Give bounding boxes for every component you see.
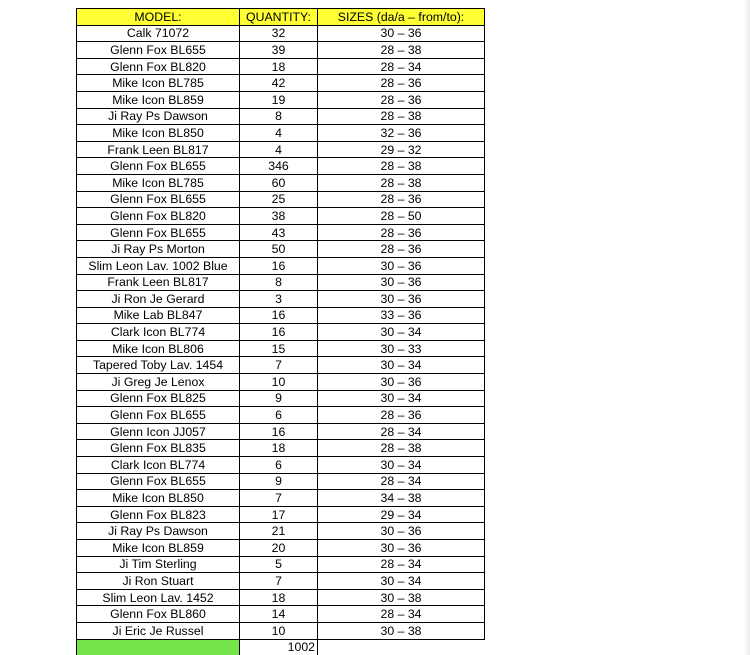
model-cell: Ji Eric Je Russel <box>77 622 240 639</box>
sizes-cell: 33 – 36 <box>318 307 485 324</box>
sizes-cell: 29 – 32 <box>318 141 485 158</box>
sizes-cell: 30 – 38 <box>318 622 485 639</box>
model-cell: Glenn Fox BL655 <box>77 407 240 424</box>
quantity-cell: 7 <box>240 490 318 507</box>
quantity-cell: 10 <box>240 622 318 639</box>
model-cell: Ji Tim Sterling <box>77 556 240 573</box>
inventory-table <box>76 8 485 655</box>
table-row <box>77 158 485 175</box>
quantity-cell: 7 <box>240 573 318 590</box>
table-row <box>77 374 485 391</box>
model-cell: Mike Icon BL785 <box>77 174 240 191</box>
quantity-cell: 10 <box>240 374 318 391</box>
model-cell: Glenn Fox BL655 <box>77 42 240 59</box>
quantity-cell: 9 <box>240 390 318 407</box>
model-cell: Ji Ron Je Gerard <box>77 291 240 308</box>
model-cell: Mike Lab BL847 <box>77 307 240 324</box>
model-cell: Glenn Fox BL860 <box>77 606 240 623</box>
model-cell: Glenn Icon JJ057 <box>77 423 240 440</box>
sizes-cell: 30 – 34 <box>318 573 485 590</box>
quantity-cell: 16 <box>240 324 318 341</box>
sizes-cell: 30 – 36 <box>318 274 485 291</box>
sizes-cell: 30 – 36 <box>318 540 485 557</box>
table-row <box>77 324 485 341</box>
model-cell: Glenn Fox BL835 <box>77 440 240 457</box>
sizes-cell: 28 – 36 <box>318 241 485 258</box>
sizes-cell: 28 – 34 <box>318 606 485 623</box>
model-cell: Ji Ray Ps Dawson <box>77 108 240 125</box>
table-row <box>77 407 485 424</box>
table-row <box>77 540 485 557</box>
sizes-cell: 28 – 36 <box>318 224 485 241</box>
quantity-cell: 60 <box>240 174 318 191</box>
quantity-cell: 8 <box>240 108 318 125</box>
sizes-cell: 28 – 38 <box>318 158 485 175</box>
table-row <box>77 208 485 225</box>
sizes-cell: 28 – 38 <box>318 108 485 125</box>
table-row <box>77 274 485 291</box>
model-cell: Calk 71072 <box>77 25 240 42</box>
table-row <box>77 257 485 274</box>
quantity-cell: 3 <box>240 291 318 308</box>
model-cell: Slim Leon Lav. 1002 Blue <box>77 257 240 274</box>
sizes-cell: 28 – 38 <box>318 440 485 457</box>
table-row <box>77 307 485 324</box>
header-row <box>77 9 485 26</box>
quantity-cell: 16 <box>240 307 318 324</box>
quantity-cell: 14 <box>240 606 318 623</box>
quantity-cell: 6 <box>240 407 318 424</box>
quantity-cell: 8 <box>240 274 318 291</box>
total-sizes-cell <box>318 639 485 655</box>
model-cell: Frank Leen BL817 <box>77 141 240 158</box>
table-row <box>77 473 485 490</box>
sizes-cell: 28 – 34 <box>318 423 485 440</box>
sizes-cell: 30 – 36 <box>318 25 485 42</box>
quantity-cell: 5 <box>240 556 318 573</box>
quantity-cell: 18 <box>240 58 318 75</box>
page-edge-shadow <box>744 0 750 655</box>
sizes-cell: 28 – 34 <box>318 473 485 490</box>
sizes-cell: 30 – 36 <box>318 257 485 274</box>
table-row <box>77 141 485 158</box>
table-row <box>77 390 485 407</box>
quantity-cell: 19 <box>240 91 318 108</box>
model-cell: Glenn Fox BL655 <box>77 224 240 241</box>
model-cell: Ji Ray Ps Dawson <box>77 523 240 540</box>
model-cell: Ji Ray Ps Morton <box>77 241 240 258</box>
sizes-cell: 30 – 36 <box>318 523 485 540</box>
quantity-cell: 39 <box>240 42 318 59</box>
table-row <box>77 573 485 590</box>
quantity-cell: 18 <box>240 440 318 457</box>
quantity-cell: 6 <box>240 457 318 474</box>
model-cell: Mike Icon BL785 <box>77 75 240 92</box>
sizes-cell: 32 – 36 <box>318 125 485 142</box>
table-row <box>77 606 485 623</box>
table-row <box>77 224 485 241</box>
sizes-cell: 28 – 34 <box>318 58 485 75</box>
quantity-column-header: QUANTITY: <box>240 9 318 26</box>
sizes-cell: 30 – 33 <box>318 340 485 357</box>
total-label-cell <box>77 639 240 655</box>
quantity-cell: 4 <box>240 125 318 142</box>
table-row <box>77 291 485 308</box>
sizes-cell: 30 – 36 <box>318 374 485 391</box>
sizes-cell: 34 – 38 <box>318 490 485 507</box>
sizes-cell: 28 – 36 <box>318 407 485 424</box>
model-cell: Glenn Fox BL655 <box>77 473 240 490</box>
model-cell: Glenn Fox BL823 <box>77 506 240 523</box>
table-row <box>77 357 485 374</box>
table-row <box>77 174 485 191</box>
sizes-cell: 28 – 38 <box>318 42 485 59</box>
model-cell: Mike Icon BL806 <box>77 340 240 357</box>
quantity-cell: 42 <box>240 75 318 92</box>
model-cell: Ji Greg Je Lenox <box>77 374 240 391</box>
table-row <box>77 622 485 639</box>
table-row <box>77 108 485 125</box>
model-cell: Mike Icon BL859 <box>77 91 240 108</box>
sizes-cell: 28 – 38 <box>318 174 485 191</box>
model-cell: Clark Icon BL774 <box>77 457 240 474</box>
quantity-cell: 16 <box>240 423 318 440</box>
quantity-cell: 15 <box>240 340 318 357</box>
sizes-cell: 28 – 36 <box>318 91 485 108</box>
table-body <box>77 25 485 639</box>
sizes-cell: 30 – 38 <box>318 589 485 606</box>
model-cell: Mike Icon BL859 <box>77 540 240 557</box>
sizes-cell: 30 – 34 <box>318 390 485 407</box>
quantity-cell: 346 <box>240 158 318 175</box>
quantity-cell: 16 <box>240 257 318 274</box>
table-row <box>77 241 485 258</box>
quantity-cell: 7 <box>240 357 318 374</box>
quantity-cell: 43 <box>240 224 318 241</box>
quantity-cell: 4 <box>240 141 318 158</box>
model-cell: Tapered Toby Lav. 1454 <box>77 357 240 374</box>
total-row <box>77 639 485 655</box>
model-cell: Glenn Fox BL820 <box>77 208 240 225</box>
sizes-cell: 28 – 36 <box>318 75 485 92</box>
model-cell: Clark Icon BL774 <box>77 324 240 341</box>
table-row <box>77 91 485 108</box>
sizes-cell: 30 – 34 <box>318 457 485 474</box>
sizes-cell: 28 – 50 <box>318 208 485 225</box>
model-cell: Frank Leen BL817 <box>77 274 240 291</box>
model-cell: Glenn Fox BL655 <box>77 158 240 175</box>
table-row <box>77 440 485 457</box>
table-row <box>77 423 485 440</box>
model-cell: Glenn Fox BL655 <box>77 191 240 208</box>
quantity-cell: 38 <box>240 208 318 225</box>
model-cell: Glenn Fox BL820 <box>77 58 240 75</box>
table-row <box>77 42 485 59</box>
total-quantity: 1002 <box>240 639 318 655</box>
sizes-cell: 30 – 34 <box>318 357 485 374</box>
quantity-cell: 20 <box>240 540 318 557</box>
table-row <box>77 25 485 42</box>
sizes-cell: 28 – 34 <box>318 556 485 573</box>
quantity-cell: 21 <box>240 523 318 540</box>
model-cell: Mike Icon BL850 <box>77 490 240 507</box>
table-row <box>77 58 485 75</box>
table-row <box>77 589 485 606</box>
quantity-cell: 25 <box>240 191 318 208</box>
quantity-cell: 50 <box>240 241 318 258</box>
table-row <box>77 125 485 142</box>
table-row <box>77 340 485 357</box>
quantity-cell: 18 <box>240 589 318 606</box>
table-row <box>77 506 485 523</box>
model-column-header: MODEL: <box>77 9 240 26</box>
table-row <box>77 75 485 92</box>
table-row <box>77 556 485 573</box>
sizes-cell: 29 – 34 <box>318 506 485 523</box>
table-row <box>77 490 485 507</box>
sizes-cell: 30 – 36 <box>318 291 485 308</box>
sizes-cell: 28 – 36 <box>318 191 485 208</box>
model-cell: Slim Leon Lav. 1452 <box>77 589 240 606</box>
table-row <box>77 457 485 474</box>
quantity-cell: 17 <box>240 506 318 523</box>
sizes-cell: 30 – 34 <box>318 324 485 341</box>
table-row <box>77 191 485 208</box>
quantity-cell: 9 <box>240 473 318 490</box>
model-cell: Glenn Fox BL825 <box>77 390 240 407</box>
model-cell: Ji Ron Stuart <box>77 573 240 590</box>
table-row <box>77 523 485 540</box>
sizes-column-header: SIZES (da/a – from/to): <box>318 9 485 26</box>
model-cell: Mike Icon BL850 <box>77 125 240 142</box>
quantity-cell: 32 <box>240 25 318 42</box>
